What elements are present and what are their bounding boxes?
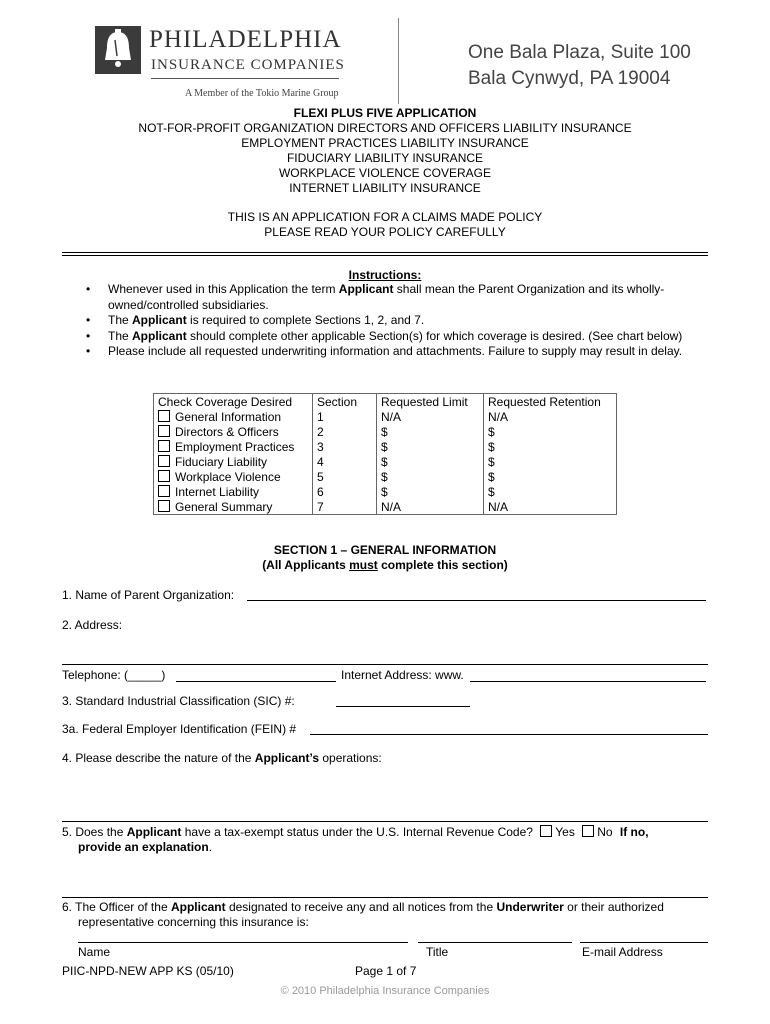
title-line-3: FIDUCIARY LIABILITY INSURANCE (286, 151, 484, 165)
title-line-1: NOT-FOR-PROFIT ORGANIZATION DIRECTORS AND OFFICERS LIABILITY INSURANCE (138, 121, 632, 135)
instruction-item: • The Applicant should complete other applicable Section(s) for which coverage is desired. (See chart below) (86, 328, 683, 343)
q5-line-2: provide an explanation. (78, 840, 213, 854)
page-number: Page 1 of 7 (355, 964, 417, 978)
instruction-item: • Please include all requested underwriting information and attachments. Failure to supply may result in delay. (86, 344, 683, 358)
title-label: Title (426, 945, 449, 959)
logo-line-1: PHILADELPHIA (149, 26, 342, 53)
internet-address-field[interactable] (470, 681, 706, 682)
q1-label: 1. Name of Parent Organization: (62, 588, 235, 602)
section-1-heading: SECTION 1 – GENERAL INFORMATION (273, 543, 497, 557)
coverage-checkbox[interactable] (158, 500, 170, 512)
telephone-field[interactable] (176, 681, 336, 682)
read-policy-notice: PLEASE READ YOUR POLICY CAREFULLY (264, 225, 506, 239)
table-row: General Information 1 N/A N/A (154, 409, 617, 424)
tax-exempt-yes-checkbox[interactable] (540, 825, 552, 837)
coverage-checkbox[interactable] (158, 470, 170, 482)
section-1-subheading: (All Applicants must complete this section) (262, 558, 508, 572)
fein-field[interactable] (310, 734, 708, 735)
instruction-item: • Whenever used in this Application the term Applicant shall mean the Parent Organization and its wholly-owned/controlled subsidiaries. (86, 282, 665, 312)
logo-divider (151, 78, 339, 79)
parent-organization-field[interactable] (247, 600, 706, 601)
copyright: © 2010 Philadelphia Insurance Companies (280, 985, 490, 997)
logo-line-2: INSURANCE COMPANIES (151, 57, 345, 73)
title-divider (62, 252, 708, 253)
telephone-label: Telephone: (_____) (62, 668, 166, 682)
officer-email-field[interactable] (580, 942, 708, 943)
title-divider-2 (62, 255, 708, 256)
table-row: Workplace Violence 5 $ $ (154, 469, 617, 484)
table-row: Directors & Officers 2 $ $ (154, 424, 617, 439)
claims-made-notice: THIS IS AN APPLICATION FOR A CLAIMS MADE POLICY (227, 210, 543, 224)
header-address-line-2: Bala Cynwyd, PA 19004 (468, 68, 671, 89)
coverage-checkbox[interactable] (158, 440, 170, 452)
application-title: FLEXI PLUS FIVE APPLICATION (293, 106, 477, 120)
address-field[interactable] (62, 664, 708, 665)
table-row: General Summary 7 N/A N/A (154, 499, 617, 515)
q6-line-2: representative concerning this insurance is: (78, 915, 309, 929)
q3-label: 3. Standard Industrial Classification (SIC) #: (62, 694, 295, 708)
coverage-checkbox[interactable] (158, 425, 170, 437)
email-label: E-mail Address (582, 945, 663, 959)
logo-tagline: A Member of the Tokio Marine Group (185, 88, 339, 99)
coverage-checkbox[interactable] (158, 455, 170, 467)
table-row: Internet Liability 6 $ $ (154, 484, 617, 499)
table-header: Check Coverage Desired (154, 394, 313, 410)
tax-exempt-no-checkbox[interactable] (582, 825, 594, 837)
coverage-table (153, 393, 617, 515)
q5-label: 5. Does the Applicant have a tax-exempt status under the U.S. Internal Revenue Code? Yes No If no, (62, 825, 649, 839)
table-header-row (154, 394, 617, 410)
officer-title-field[interactable] (418, 942, 572, 943)
instruction-item: • The Applicant is required to complete Sections 1, 2, and 7. (86, 313, 425, 327)
operations-field[interactable] (62, 821, 708, 822)
table-header: Requested Retention (484, 394, 617, 410)
form-id: PIIC-NPD-NEW APP KS (05/10) (62, 964, 234, 978)
officer-name-field[interactable] (78, 942, 408, 943)
instructions-list (86, 282, 696, 360)
title-line-4: WORKPLACE VIOLENCE COVERAGE (278, 166, 492, 180)
internet-address-label: Internet Address: www. (341, 668, 464, 682)
table-header: Section (313, 394, 377, 410)
company-logo (95, 26, 345, 104)
q4-label: 4. Please describe the nature of the Applicant’s operations: (62, 751, 382, 765)
liberty-bell-icon (95, 26, 141, 74)
name-label: Name (78, 945, 111, 959)
title-line-2: EMPLOYMENT PRACTICES LIABILITY INSURANCE (241, 136, 529, 150)
header-vertical-divider (398, 18, 399, 104)
instructions-heading: Instructions: (348, 268, 422, 282)
header-address-line-1: One Bala Plaza, Suite 100 (468, 42, 691, 63)
table-header: Requested Limit (377, 394, 484, 410)
sic-field[interactable] (336, 706, 470, 707)
tax-exempt-explanation-field[interactable] (62, 897, 708, 898)
q2-label: 2. Address: (62, 618, 123, 632)
table-row: Employment Practices 3 $ $ (154, 439, 617, 454)
coverage-checkbox[interactable] (158, 485, 170, 497)
q3a-label: 3a. Federal Employer Identification (FEIN) # (62, 722, 297, 736)
title-line-5: INTERNET LIABILITY INSURANCE (289, 181, 481, 195)
table-row: Fiduciary Liability 4 $ $ (154, 454, 617, 469)
q6-label: 6. The Officer of the Applicant designated to receive any and all notices from the Underwriter or their authorized (62, 900, 664, 914)
coverage-checkbox[interactable] (158, 410, 170, 422)
